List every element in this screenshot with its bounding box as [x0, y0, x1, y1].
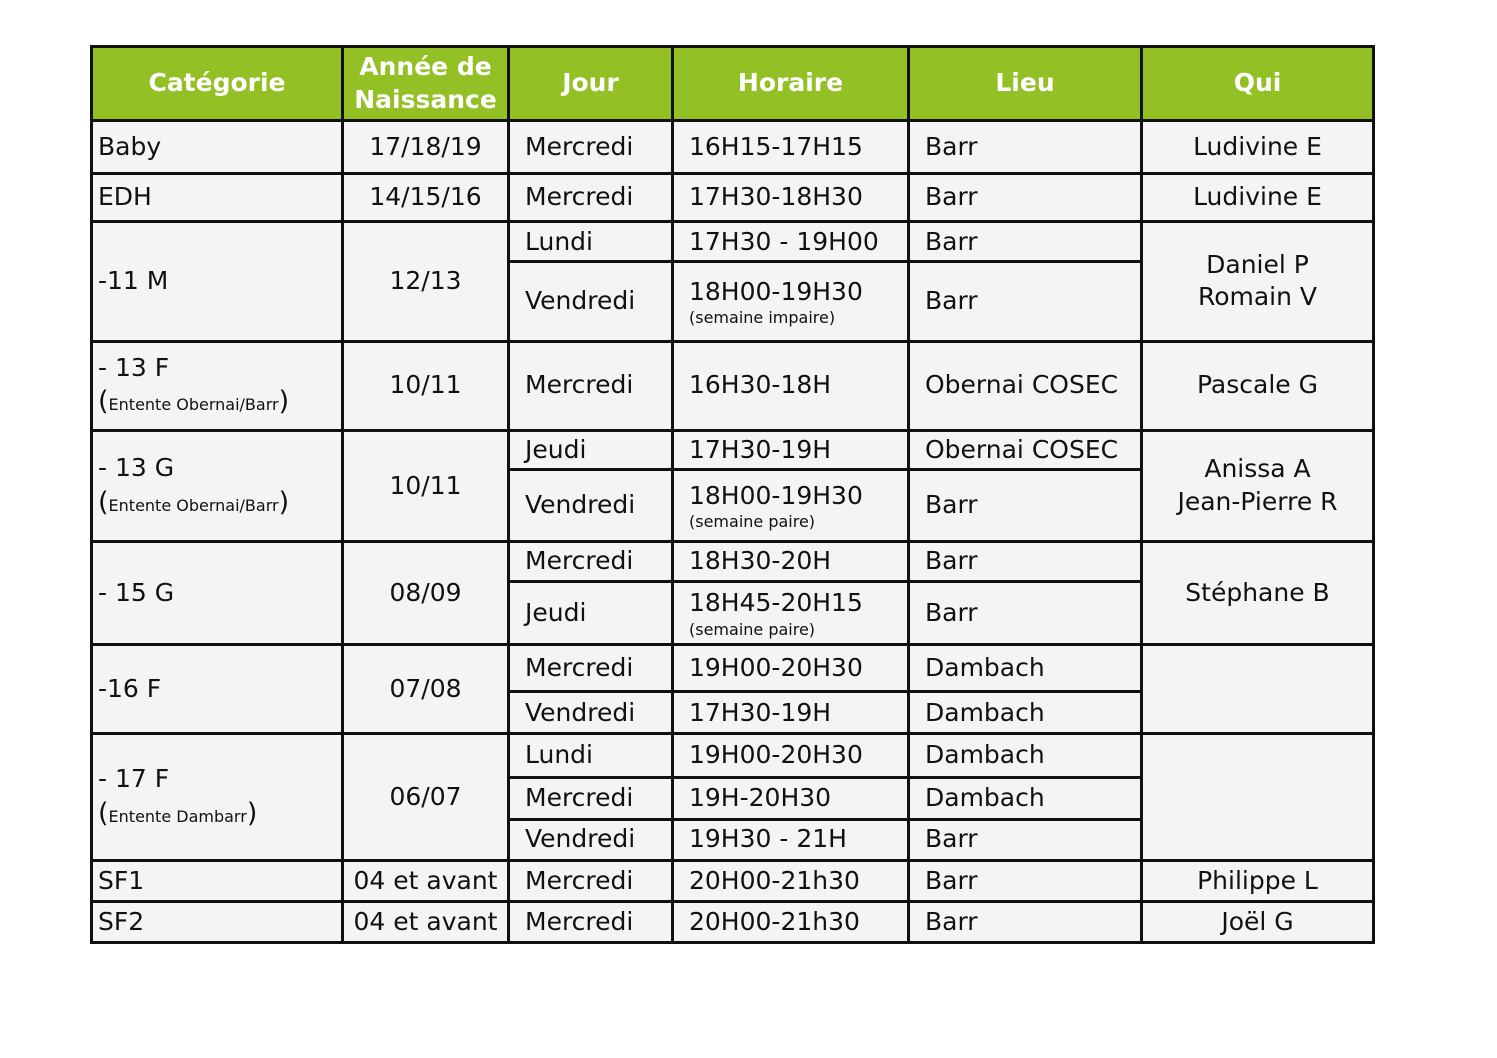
place-cell: Barr — [909, 222, 1142, 262]
time-cell: 20H00-21h30 — [673, 901, 909, 942]
time-cell: 20H00-21h30 — [673, 860, 909, 901]
category-note: Entente Obernai/Barr — [108, 395, 279, 415]
day-cell: Mercredi — [509, 174, 673, 222]
coach-cell: Ludivine E — [1142, 121, 1374, 174]
table-row — [92, 860, 1374, 901]
place-cell: Barr — [909, 860, 1142, 901]
place-cell: Obernai COSEC — [909, 430, 1142, 469]
birth-year-cell: 14/15/16 — [343, 174, 509, 222]
birth-year-cell: 08/09 — [343, 541, 509, 644]
time-cell: 17H30-19H — [673, 692, 909, 734]
header-horaire: Horaire — [673, 47, 909, 121]
table-row — [92, 734, 1374, 777]
time-text: 18H45-20H15 — [689, 588, 863, 618]
coach-name: Daniel P — [1206, 249, 1309, 279]
header-lieu: Lieu — [909, 47, 1142, 121]
week-note: (semaine paire) — [689, 619, 816, 639]
header-jour: Jour — [509, 47, 673, 121]
table-row — [92, 121, 1374, 174]
table-row — [92, 901, 1374, 942]
birth-year-cell: 17/18/19 — [343, 121, 509, 174]
category-name: - 13 F — [98, 352, 170, 382]
place-cell: Barr — [909, 262, 1142, 341]
time-cell: 19H00-20H30 — [673, 645, 909, 692]
schedule-table — [90, 45, 1375, 944]
day-cell: Lundi — [509, 734, 673, 777]
category-cell: -16 F — [92, 645, 343, 734]
coach-cell: Stéphane B — [1142, 541, 1374, 644]
time-cell — [673, 262, 909, 341]
category-cell: - 13 F (Entente Obernai/Barr) — [92, 341, 343, 430]
coach-cell: Philippe L — [1142, 860, 1374, 901]
coach-cell — [1142, 734, 1374, 860]
category-name: - 17 F — [98, 764, 170, 794]
category-name: - 13 G — [98, 453, 175, 483]
table-row — [92, 341, 1374, 430]
place-cell: Barr — [909, 901, 1142, 942]
category-cell: - 15 G — [92, 541, 343, 644]
place-cell: Dambach — [909, 645, 1142, 692]
category-cell: SF1 — [92, 860, 343, 901]
coach-cell: Pascale G — [1142, 341, 1374, 430]
place-cell: Dambach — [909, 734, 1142, 777]
coach-cell — [1142, 222, 1374, 341]
category-note: Entente Dambarr — [108, 806, 247, 826]
day-cell: Vendredi — [509, 819, 673, 860]
category-cell: - 17 F (Entente Dambarr) — [92, 734, 343, 860]
table-row — [92, 174, 1374, 222]
header-qui: Qui — [1142, 47, 1374, 121]
day-cell: Vendredi — [509, 262, 673, 341]
place-cell: Barr — [909, 819, 1142, 860]
place-cell: Dambach — [909, 777, 1142, 819]
time-text: 18H00-19H30 — [689, 480, 863, 510]
time-cell: 19H00-20H30 — [673, 734, 909, 777]
category-cell: EDH — [92, 174, 343, 222]
coach-name: Jean-Pierre R — [1177, 486, 1338, 516]
header-categorie: Catégorie — [92, 47, 343, 121]
time-cell — [673, 469, 909, 541]
time-cell: 17H30-19H — [673, 430, 909, 469]
coach-name: Anissa A — [1204, 454, 1311, 484]
coach-cell: Joël G — [1142, 901, 1374, 942]
day-cell: Mercredi — [509, 777, 673, 819]
time-text: 18H00-19H30 — [689, 276, 863, 306]
birth-year-cell: 10/11 — [343, 430, 509, 541]
table-row — [92, 430, 1374, 469]
week-note: (semaine paire) — [689, 512, 816, 532]
time-cell: 18H30-20H — [673, 541, 909, 581]
time-cell: 16H30-18H — [673, 341, 909, 430]
place-cell: Barr — [909, 582, 1142, 645]
table-row — [92, 222, 1374, 262]
place-cell: Barr — [909, 469, 1142, 541]
day-cell: Jeudi — [509, 430, 673, 469]
week-note: (semaine impaire) — [689, 308, 836, 328]
day-cell: Mercredi — [509, 860, 673, 901]
coach-name: Romain V — [1197, 282, 1318, 312]
category-cell: - 13 G (Entente Obernai/Barr) — [92, 430, 343, 541]
day-cell: Mercredi — [509, 541, 673, 581]
birth-year-cell: 04 et avant — [343, 860, 509, 901]
place-cell: Dambach — [909, 692, 1142, 734]
time-cell: 19H-20H30 — [673, 777, 909, 819]
coach-cell — [1142, 430, 1374, 541]
place-cell: Barr — [909, 174, 1142, 222]
header-annee — [343, 47, 509, 121]
day-cell: Mercredi — [509, 341, 673, 430]
category-note: Entente Obernai/Barr — [108, 495, 279, 515]
birth-year-cell: 12/13 — [343, 222, 509, 341]
birth-year-cell: 06/07 — [343, 734, 509, 860]
birth-year-cell: 04 et avant — [343, 901, 509, 942]
time-cell: 17H30-18H30 — [673, 174, 909, 222]
day-cell: Lundi — [509, 222, 673, 262]
table-row — [92, 541, 1374, 581]
category-cell: Baby — [92, 121, 343, 174]
birth-year-cell: 07/08 — [343, 645, 509, 734]
header-annee-line1: Année de — [359, 52, 492, 81]
table-row — [92, 645, 1374, 692]
header-annee-line2: Naissance — [354, 84, 497, 114]
time-cell — [673, 582, 909, 645]
day-cell: Mercredi — [509, 645, 673, 692]
header-row — [92, 47, 1374, 121]
day-cell: Mercredi — [509, 121, 673, 174]
day-cell: Vendredi — [509, 692, 673, 734]
day-cell: Jeudi — [509, 582, 673, 645]
day-cell: Mercredi — [509, 901, 673, 942]
place-cell: Barr — [909, 121, 1142, 174]
day-cell: Vendredi — [509, 469, 673, 541]
birth-year-cell: 10/11 — [343, 341, 509, 430]
time-cell: 16H15-17H15 — [673, 121, 909, 174]
place-cell: Barr — [909, 541, 1142, 581]
time-cell: 19H30 - 21H — [673, 819, 909, 860]
category-cell: -11 M — [92, 222, 343, 341]
place-cell: Obernai COSEC — [909, 341, 1142, 430]
time-cell: 17H30 - 19H00 — [673, 222, 909, 262]
coach-cell — [1142, 645, 1374, 734]
category-cell: SF2 — [92, 901, 343, 942]
coach-cell: Ludivine E — [1142, 174, 1374, 222]
